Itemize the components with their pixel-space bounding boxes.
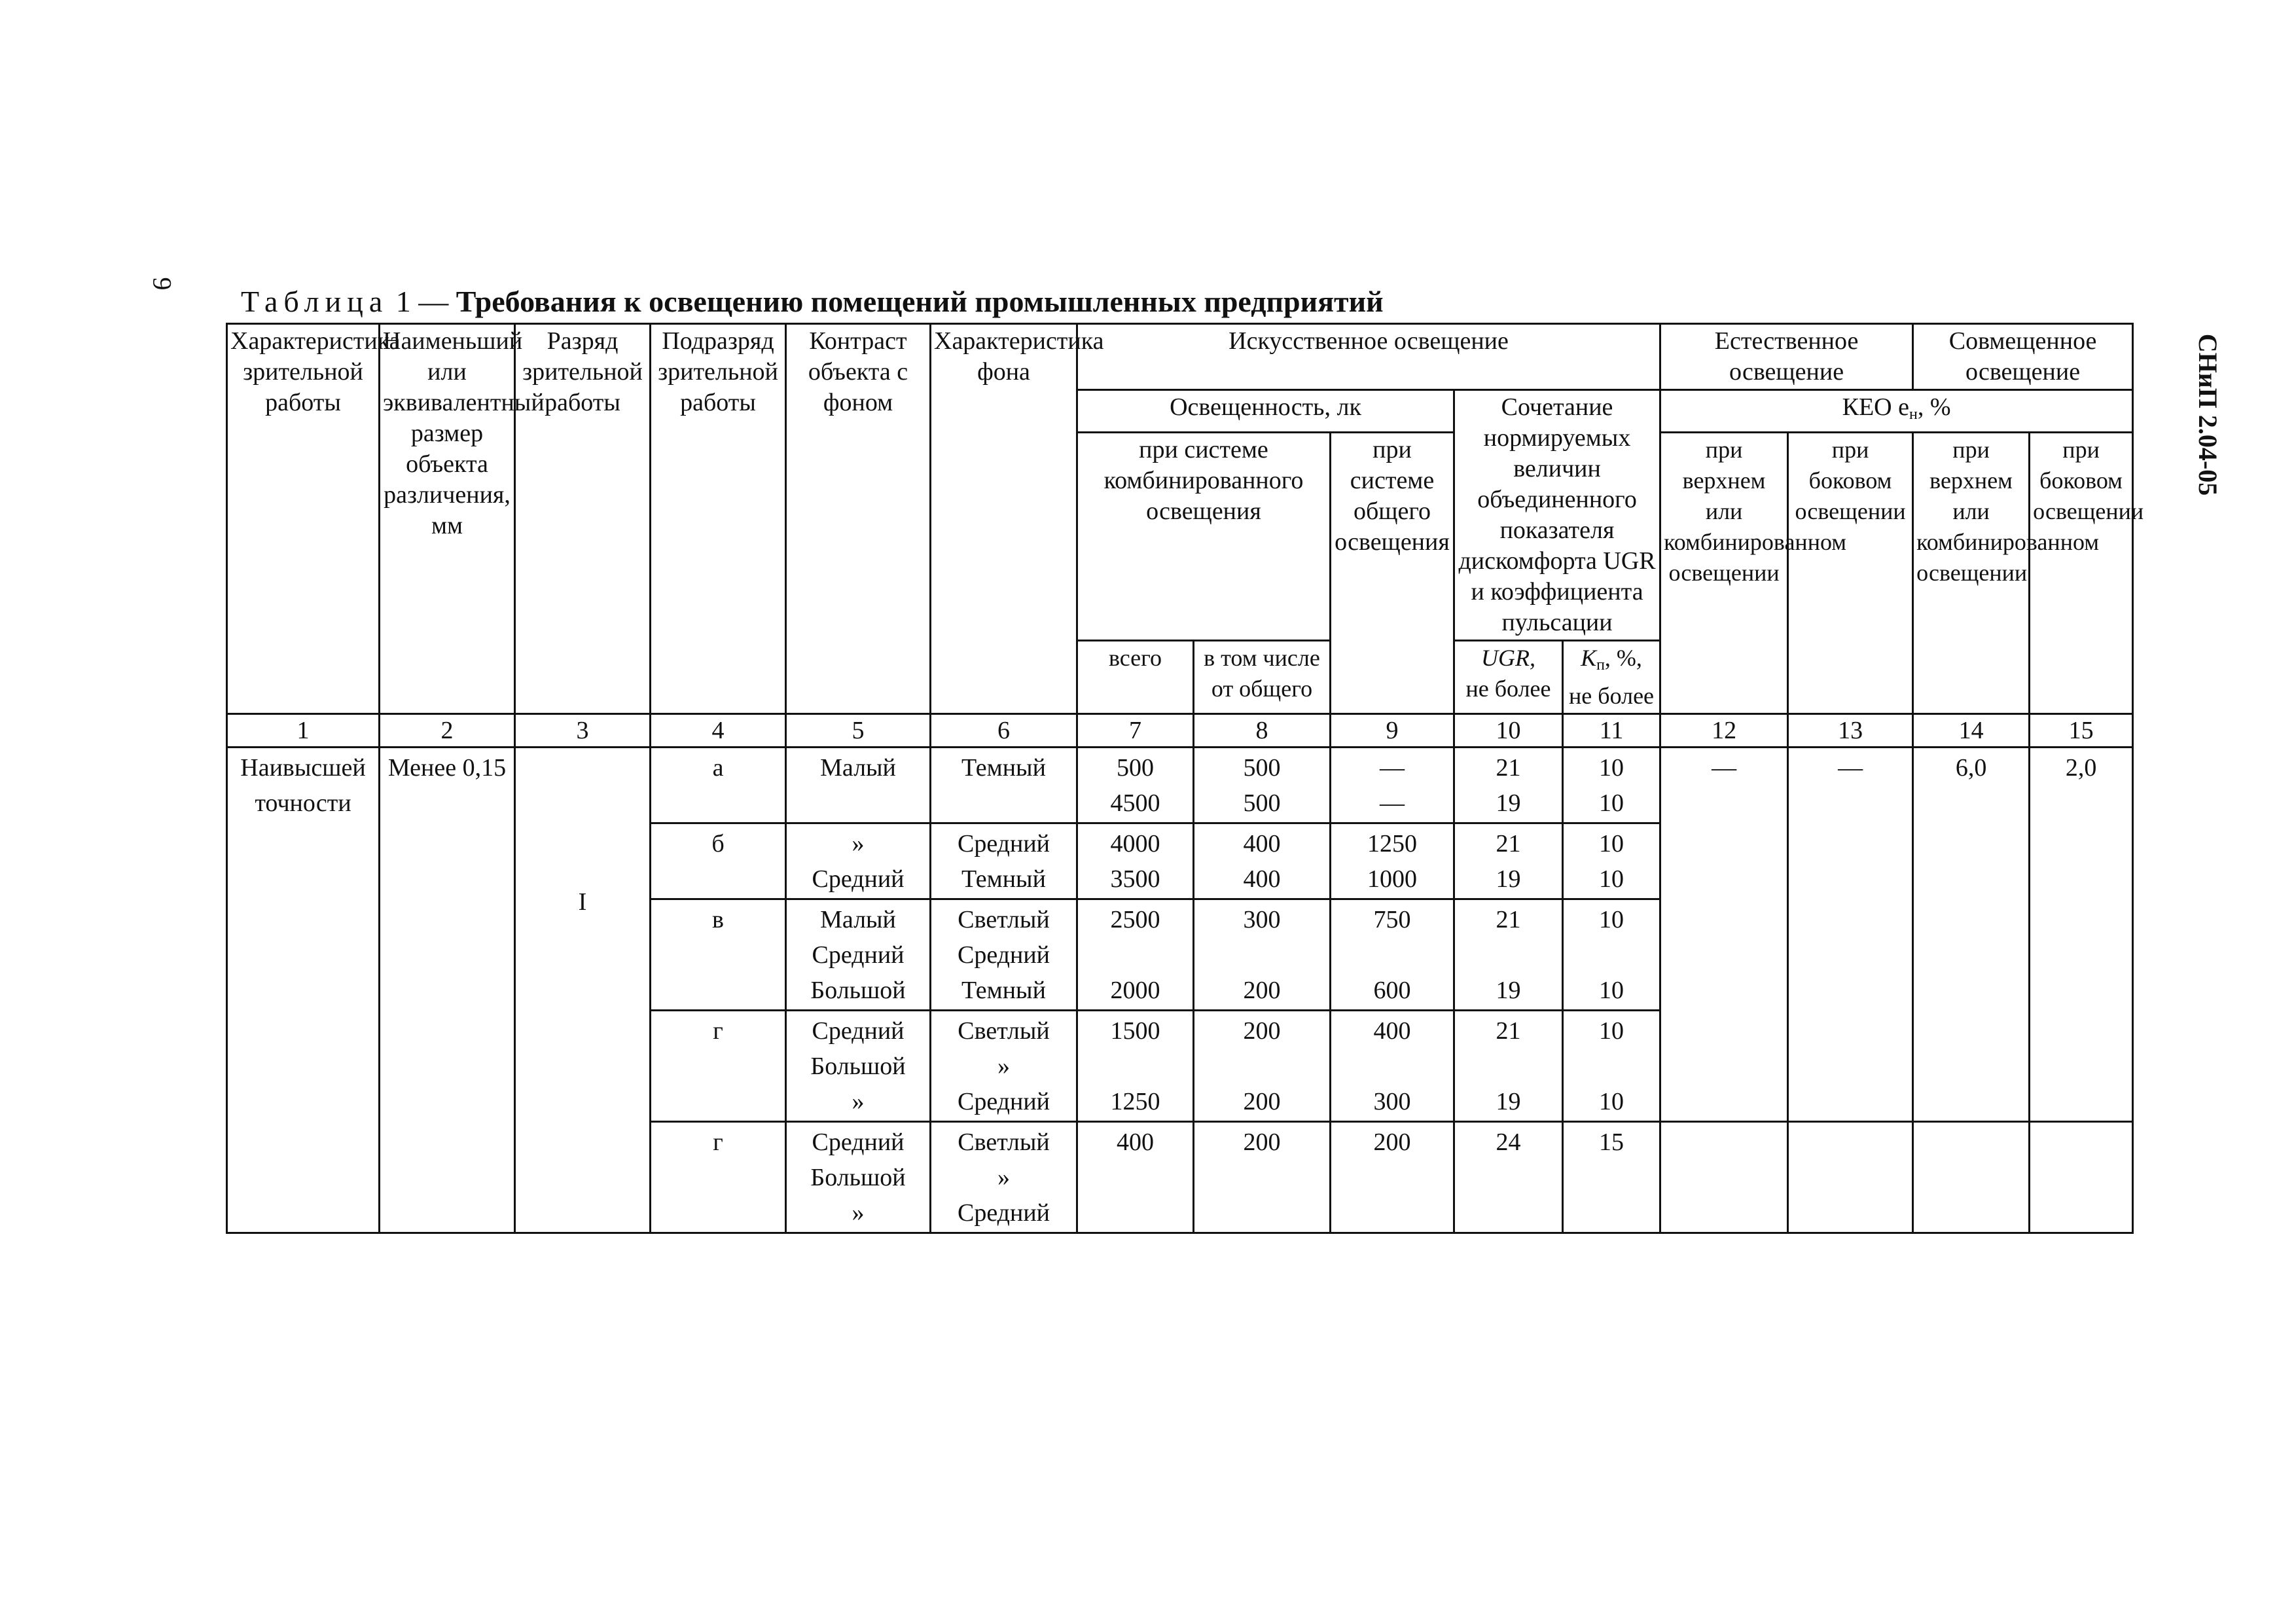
contrast-value: Средний	[812, 941, 905, 969]
header-general-system: при системе общего освещения	[1331, 433, 1454, 714]
illuminance-general-system	[1331, 748, 1454, 823]
general-system-value: 1000	[1367, 865, 1417, 893]
general-system-value: —	[1380, 789, 1405, 817]
background	[931, 823, 1077, 899]
work-category	[515, 748, 651, 1233]
subcategory: г	[651, 1122, 786, 1233]
column-number: 15	[2030, 714, 2133, 748]
contrast-value: Средний	[812, 1128, 905, 1156]
header-combined-system: при системе комбинированного освещения	[1077, 433, 1331, 641]
header-category: Разряд зрительной работы	[515, 324, 651, 714]
illuminance-general	[1194, 823, 1331, 899]
kp-value: 10	[1599, 977, 1624, 1004]
header-natural-lighting: Естественное освещение	[1660, 324, 1913, 390]
contrast-value	[789, 785, 927, 821]
header-kp	[1563, 641, 1660, 714]
header-background: Характеристика фона	[931, 324, 1077, 714]
kp-value-cell	[1563, 899, 1660, 1011]
column-number: 6	[931, 714, 1077, 748]
keo-label: КЕО е	[1842, 393, 1909, 421]
illuminance-total	[1077, 1011, 1194, 1122]
kp-value: 10	[1599, 1017, 1624, 1045]
illuminance-general	[1194, 899, 1331, 1011]
header-combined-lighting: Совмещенное освещение	[1913, 324, 2133, 390]
total-value	[1081, 1049, 1190, 1084]
ugr-label: UGR,	[1481, 645, 1535, 671]
page-number: 9	[147, 277, 177, 291]
subcategory: б	[651, 823, 786, 899]
general-system-value: 300	[1373, 1088, 1411, 1115]
contrast-value: Средний	[812, 1017, 905, 1045]
total-value: 2500	[1110, 906, 1160, 933]
illuminance-total	[1077, 823, 1194, 899]
work-characteristic: Наивысшей точности	[227, 748, 380, 1233]
header-illuminance: Освещенность, лк	[1077, 390, 1454, 433]
header-total: всего	[1077, 641, 1194, 714]
header-artificial-lighting: Искусственное освещение	[1077, 324, 1660, 390]
general-value: 500	[1243, 789, 1281, 817]
column-number: 9	[1331, 714, 1454, 748]
empty-cell	[1913, 1122, 2030, 1233]
illuminance-general-system	[1331, 1011, 1454, 1122]
ugr-value-cell: 24	[1454, 1122, 1563, 1233]
background	[931, 1122, 1077, 1233]
background-value: Средний	[957, 1088, 1050, 1115]
illuminance-general-system	[1331, 823, 1454, 899]
kp-unit: , %,	[1604, 645, 1642, 671]
column-number-row	[227, 714, 2133, 748]
column-number: 1	[227, 714, 380, 748]
total-value	[1081, 937, 1190, 973]
ugr-value-cell	[1454, 823, 1563, 899]
general-value: 400	[1243, 865, 1281, 893]
general-system-value: 400	[1373, 1017, 1411, 1045]
general-system-value	[1334, 1049, 1450, 1084]
caption-number: 1	[395, 285, 411, 318]
kp-value	[1566, 937, 1657, 973]
header-combined-top: при верхнем или комбинированном освещении	[1913, 433, 2030, 714]
keo-unit: , %	[1917, 393, 1951, 421]
total-value: 4000	[1110, 830, 1160, 857]
background-value: Темный	[961, 865, 1046, 893]
ugr-value: 21	[1496, 830, 1521, 857]
header-natural-side: при боковом освещении	[1788, 433, 1913, 714]
contrast-value: »	[852, 1199, 865, 1227]
contrast-value: Малый	[820, 906, 896, 933]
column-number: 2	[380, 714, 515, 748]
column-number: 10	[1454, 714, 1563, 748]
contrast-value: Большой	[810, 1053, 906, 1080]
background	[931, 1011, 1077, 1122]
background-value	[934, 785, 1073, 821]
column-number: 11	[1563, 714, 1660, 748]
contrast	[786, 748, 931, 823]
background	[931, 748, 1077, 823]
background-value: Светлый	[958, 1128, 1050, 1156]
contrast-value: Большой	[810, 977, 906, 1004]
background-value: Средний	[957, 1199, 1050, 1227]
caption-lead: Таблица	[241, 285, 389, 318]
kp-value-cell	[1563, 1011, 1660, 1122]
background-value: Средний	[957, 941, 1050, 969]
general-value	[1197, 1049, 1327, 1084]
illuminance-general-system	[1331, 899, 1454, 1011]
ugr-value: 19	[1496, 1088, 1521, 1115]
ugr-value-cell	[1454, 1011, 1563, 1122]
object-size: Менее 0,15	[380, 748, 515, 1233]
illuminance-total	[1077, 899, 1194, 1011]
column-number: 3	[515, 714, 651, 748]
total-value: 4500	[1110, 789, 1160, 817]
header-object-size: Наименьший или эквивалентный размер объекта различения, мм	[380, 324, 515, 714]
header-of-general: в том числе от общего	[1194, 641, 1331, 714]
background-value: Темный	[961, 754, 1046, 782]
kp-note: не более	[1569, 683, 1655, 709]
subcategory: в	[651, 899, 786, 1011]
general-value: 200	[1243, 1017, 1281, 1045]
kp-value: 10	[1599, 1088, 1624, 1115]
ugr-note: не более	[1465, 676, 1551, 702]
general-system-value	[1334, 937, 1450, 973]
empty-cell	[1788, 1122, 1913, 1233]
header-natural-top: при верхнем или комбинированном освещении	[1660, 433, 1788, 714]
kp-value-cell: 15	[1563, 1122, 1660, 1233]
ugr-value: 19	[1496, 865, 1521, 893]
ugr-value: 19	[1496, 977, 1521, 1004]
empty-cell	[1660, 1122, 1788, 1233]
general-system-value: 750	[1373, 906, 1411, 933]
document-code: СНиП 2.04-05	[2193, 333, 2223, 496]
illuminance-general-system: 200	[1331, 1122, 1454, 1233]
empty-cell	[2030, 1122, 2133, 1233]
column-number: 13	[1788, 714, 1913, 748]
column-number: 7	[1077, 714, 1194, 748]
header-ugr	[1454, 641, 1563, 714]
contrast	[786, 899, 931, 1011]
ugr-value: 19	[1496, 789, 1521, 817]
column-number: 14	[1913, 714, 2030, 748]
background-value: Темный	[961, 977, 1046, 1004]
ugr-value-cell	[1454, 748, 1563, 823]
ugr-value: 21	[1496, 906, 1521, 933]
general-system-value: 600	[1373, 977, 1411, 1004]
table-row	[227, 748, 2133, 823]
general-value: 200	[1243, 977, 1281, 1004]
general-value: 300	[1243, 906, 1281, 933]
kp-value: 10	[1599, 865, 1624, 893]
ugr-value	[1458, 1049, 1559, 1084]
work-category-value: I	[578, 888, 587, 916]
combined-top-value: 6,0	[1913, 748, 2030, 1122]
general-system-value: —	[1380, 754, 1405, 782]
total-value: 500	[1117, 754, 1154, 782]
illuminance-total	[1077, 748, 1194, 823]
general-value: 200	[1243, 1088, 1281, 1115]
kp-value: 10	[1599, 830, 1624, 857]
background-value: »	[997, 1053, 1010, 1080]
contrast	[786, 1122, 931, 1233]
kp-value: 10	[1599, 906, 1624, 933]
illuminance-general	[1194, 1011, 1331, 1122]
total-value: 1250	[1110, 1088, 1160, 1115]
total-value: 1500	[1110, 1017, 1160, 1045]
column-number: 5	[786, 714, 931, 748]
caption-dash: —	[418, 285, 449, 318]
illuminance-general	[1194, 748, 1331, 823]
contrast-value: Малый	[820, 754, 896, 782]
lighting-requirements-table	[226, 323, 2144, 1234]
subcategory: а	[651, 748, 786, 823]
background-value: »	[997, 1164, 1010, 1191]
general-value: 400	[1243, 830, 1281, 857]
column-number: 12	[1660, 714, 1788, 748]
background-value: Светлый	[958, 1017, 1050, 1045]
background-value: Средний	[957, 830, 1050, 857]
combined-side-value: 2,0	[2030, 748, 2133, 1122]
kp-label: К	[1581, 645, 1597, 671]
ugr-value	[1458, 937, 1559, 973]
header-row-1	[227, 324, 2133, 390]
kp-value-cell	[1563, 748, 1660, 823]
contrast-value: Большой	[810, 1164, 906, 1191]
natural-top-value: —	[1660, 748, 1788, 1122]
table-caption	[241, 284, 1384, 319]
general-value: 500	[1243, 754, 1281, 782]
kp-value	[1566, 1049, 1657, 1084]
natural-side-value: —	[1788, 748, 1913, 1122]
background	[931, 899, 1077, 1011]
header-keo	[1660, 390, 2133, 433]
contrast	[786, 1011, 931, 1122]
contrast-value: Средний	[812, 865, 905, 893]
caption-title: Требования к освещению помещений промышленных предприятий	[456, 285, 1384, 318]
ugr-value-cell	[1454, 899, 1563, 1011]
kp-value: 10	[1599, 754, 1624, 782]
general-system-value: 1250	[1367, 830, 1417, 857]
header-characteristic: Характеристика зрительной работы	[227, 324, 380, 714]
header-contrast: Контраст объекта с фоном	[786, 324, 931, 714]
ugr-value: 21	[1496, 754, 1521, 782]
column-number: 8	[1194, 714, 1331, 748]
header-ugr-combination: Сочетание нормируемых величин объединенного показателя дискомфорта UGR и коэффициента пульсации	[1454, 390, 1660, 641]
total-value: 3500	[1110, 865, 1160, 893]
subcategory: г	[651, 1011, 786, 1122]
total-value: 2000	[1110, 977, 1160, 1004]
header-subcategory: Подразряд зрительной работы	[651, 324, 786, 714]
kp-value-cell	[1563, 823, 1660, 899]
contrast-value: »	[852, 1088, 865, 1115]
header-combined-side: при боковом освещении	[2030, 433, 2133, 714]
illuminance-total: 400	[1077, 1122, 1194, 1233]
general-value	[1197, 937, 1327, 973]
keo-subscript: н	[1909, 406, 1918, 423]
illuminance-general: 200	[1194, 1122, 1331, 1233]
ugr-value: 21	[1496, 1017, 1521, 1045]
contrast	[786, 823, 931, 899]
column-number: 4	[651, 714, 786, 748]
kp-value: 10	[1599, 789, 1624, 817]
contrast-value: »	[852, 830, 865, 857]
background-value: Светлый	[958, 906, 1050, 933]
kp-subscript: п	[1596, 657, 1605, 674]
